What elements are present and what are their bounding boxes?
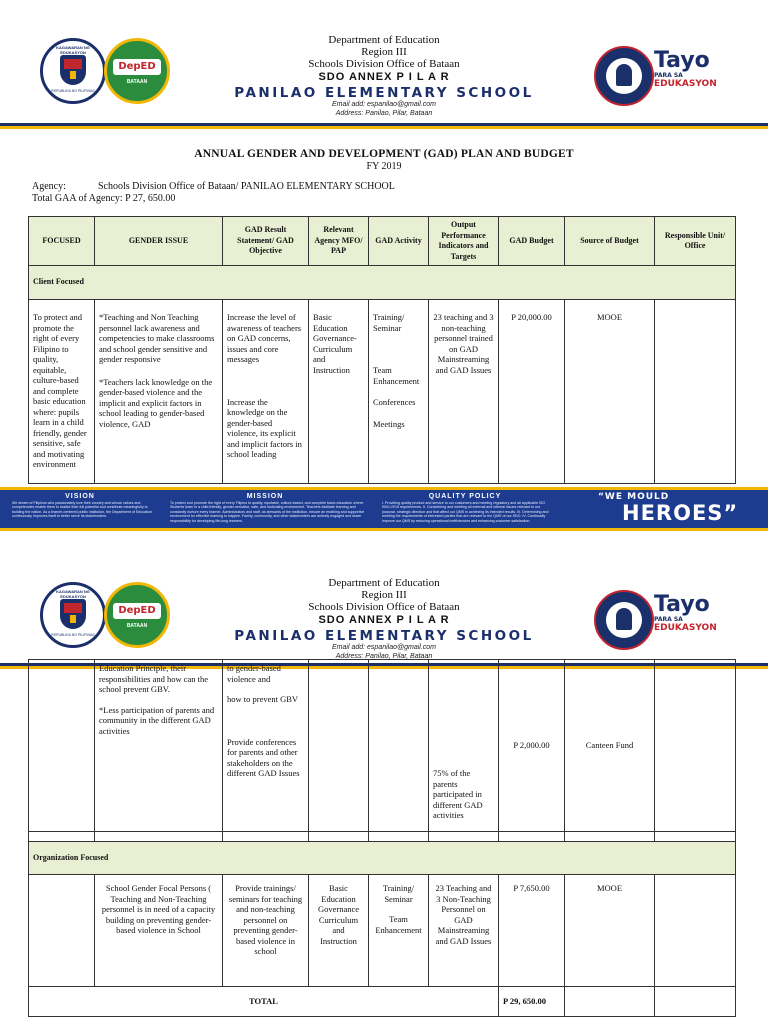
responsible-cell [655, 660, 736, 832]
total-label: TOTAL [29, 987, 499, 1017]
issue-text-1: *Teaching and Non Teaching personnel lack awareness and competencies to make classrooms and school gender sensitive and gender responsive [99, 312, 215, 364]
activity-cell [369, 300, 429, 484]
fiscal-year: FY 2019 [366, 161, 402, 172]
email-line: Email add: espanilao@gmail.com [332, 101, 436, 108]
focused-cell [29, 660, 95, 832]
activity-2: Team Enhancement [373, 365, 420, 386]
school-seal-logo [594, 590, 654, 650]
result-text-3: Provide conferences for parents and other stakeholders on the different GAD Issues [227, 736, 300, 778]
tayo-sub2: EDUKASYON [654, 79, 717, 89]
budget-cell: P 7,650.00 [499, 875, 565, 987]
activity-4: Meetings [373, 418, 405, 429]
seal-subtext: REPUBLIKA NG PILIPINAS [51, 633, 95, 637]
tayo-sub1: PARA SA [654, 616, 683, 623]
responsible-cell [655, 300, 736, 484]
region-line: Region III [361, 46, 407, 58]
result-text-2: Increase the knowledge on the gender-based violence, its explicit and implicit factors in school leading [227, 396, 302, 459]
tayo-word: Tayo [654, 48, 710, 73]
seal-text: KAGAWARAN NG EDUKASYON [56, 589, 90, 599]
gad-plan-table-1 [28, 216, 736, 484]
col-focused: FOCUSED [29, 217, 95, 266]
activity-cell [369, 875, 429, 987]
gad-result-cell [223, 300, 309, 484]
result-text-1: Increase the level of awareness of teachers on GAD concerns, issues and core messages [227, 312, 302, 364]
organization-focused-band [29, 842, 736, 875]
gender-issue-cell [95, 300, 223, 484]
budget-cell: P 20,000.00 [499, 300, 565, 484]
we-mould-text: “WE MOULD [598, 492, 670, 502]
table-continuation-clip [0, 663, 768, 1024]
school-seal-logo [594, 46, 654, 106]
client-focused-band [29, 266, 736, 300]
mfo-cell: Basic Education Governance Curriculum and Instruction [309, 875, 369, 987]
col-output: Output Performance Indicators and Targets [429, 217, 499, 266]
mission-heading: MISSION [246, 493, 284, 500]
mfo-cell [309, 660, 369, 832]
budget-cell: P 2,000.00 [499, 660, 565, 832]
heroes-label: HEROES [622, 501, 724, 525]
total-gaa: Total GAA of Agency: P 27, 650.00 [32, 193, 176, 204]
total-value: P 29, 650.00 [499, 987, 565, 1017]
activity-3: Conferences [373, 397, 416, 407]
gad-result-cell [223, 660, 309, 832]
sdo-line: SDO ANNEX P I L A R [318, 614, 450, 626]
deped-wordmark: DepED [113, 603, 161, 619]
bataan-label: BATAAN [126, 623, 148, 629]
gad-result-cell: Provide trainings/ seminars for teaching and non-teaching personnel on preventing gender-based violence in school [223, 875, 309, 987]
spacer-row [29, 832, 736, 842]
total-responsible-cell [655, 987, 736, 1017]
region-line: Region III [361, 589, 407, 601]
activity-cell [369, 660, 429, 832]
deped-seal-logo [40, 38, 106, 104]
address-line: Address: Panilao, Pilar, Bataan [335, 110, 433, 117]
table-header-row [29, 217, 736, 266]
source-cell: Canteen Fund [565, 660, 655, 832]
deped-bataan-logo [104, 582, 170, 648]
quality-policy-heading: QUALITY POLICY [428, 493, 502, 500]
heroes-text: HEROES” [622, 501, 739, 525]
tayo-sub2: EDUKASYON [654, 623, 717, 633]
issue-text-1: Education Principle, their responsibilities and how can the school prevent GBV. [99, 663, 209, 694]
col-responsible: Responsible Unit/ Office [655, 217, 736, 266]
we-mould-label: WE MOULD [604, 492, 670, 502]
table-row [29, 875, 736, 987]
vision-heading: VISION [65, 493, 95, 500]
deped-wordmark: DepED [113, 59, 161, 75]
total-row [29, 987, 736, 1017]
col-gender-issue: GENDER ISSUE [95, 217, 223, 266]
col-source: Source of Budget [565, 217, 655, 266]
source-cell: MOOE [565, 300, 655, 484]
tayo-logo [654, 48, 717, 89]
agency-value: Schools Division Office of Bataan/ PANILAO ELEMENTARY SCHOOL [98, 181, 395, 192]
tayo-logo [654, 592, 717, 633]
focused-cell [29, 875, 95, 987]
school-name: PANILAO ELEMENTARY SCHOOL [234, 85, 534, 101]
activity-2: Team Enhancement [375, 914, 422, 935]
agency-label: Agency: [32, 181, 66, 192]
mission-text: To protect and promote the right of every Filipino to quality, equitable, culture-based, and complete basic education where: Students learn in a child-friendly, gender-sensitive, safe, and motivating environment. Teachers facilitate learning and constantly nurture every learner. Administrators and staff, as stewards of the institution, ensure an enabling and supportive environment for effective learning to happen. Family, community, and other stakeholders are actively engaged and share responsibility for developing life-long learners. [170, 501, 365, 523]
tayo-word: Tayo [654, 592, 710, 617]
dept-line: Department of Education [328, 577, 440, 589]
issue-text-2: *Less participation of parents and community in the different GAD activities [99, 704, 215, 736]
email-line: Email add: espanilao@gmail.com [332, 644, 436, 651]
activity-1: Training/ Seminar [373, 312, 405, 333]
table-row [29, 660, 736, 832]
col-gad-result: GAD Result Statement/ GAD Objective [223, 217, 309, 266]
division-line: Schools Division Office of Bataan [308, 601, 460, 613]
output-cell: 23 Teaching and 3 Non-Teaching Personnel on GAD Mainstreaming and GAD Issues [429, 875, 499, 987]
organization-focused-label: Organization Focused [29, 842, 736, 875]
output-cell: 23 teaching and 3 non-teaching personnel trained on GAD Mainstreaming and GAD Issues [429, 300, 499, 484]
client-focused-label: Client Focused [29, 266, 736, 300]
issue-text-2: *Teachers lack knowledge on the gender-based violence and the implicit and explicit factors in school leading to gender-based violence, GAD [99, 376, 213, 429]
table-row [29, 300, 736, 484]
responsible-cell [655, 875, 736, 987]
mfo-cell: Basic Education Governance- Curriculum and Instruction [309, 300, 369, 484]
document-title: ANNUAL GENDER AND DEVELOPMENT (GAD) PLAN AND BUDGET [194, 148, 574, 160]
vision-text: We dream of Filipinos who passionately love their country and whose values and competencies enable them to realize their full potential and contribute meaningfully to building the nation. As a learner-centered public institution, the Department of Education continuously improves itself to better serve its stakeholders. [12, 501, 152, 519]
col-activity: GAD Activity [369, 217, 429, 266]
source-cell: MOOE [565, 875, 655, 987]
deped-bataan-logo [104, 38, 170, 104]
output-cell: 75% of the parents participated in different GAD activities [429, 660, 499, 832]
sdo-line: SDO ANNEX P I L A R [318, 71, 450, 83]
school-name: PANILAO ELEMENTARY SCHOOL [234, 628, 534, 644]
gad-plan-table-2 [28, 659, 736, 1017]
header-rule-gold [0, 126, 768, 129]
focused-cell: To protect and promote the right of every Filipino to quality, equitable, culture-based and complete basic education where: pupils learn in a child friendly, gender sensitive, safe and motivating environment [29, 300, 95, 484]
seal-subtext: REPUBLIKA NG PILIPINAS [51, 89, 95, 93]
tayo-sub1: PARA SA [654, 72, 683, 79]
col-mfo: Relevant Agency MFO/ PAP [309, 217, 369, 266]
total-source-cell [565, 987, 655, 1017]
col-budget: GAD Budget [499, 217, 565, 266]
gender-issue-cell [95, 660, 223, 832]
gender-issue-cell: School Gender Focal Persons ( Teaching and Non-Teaching personnel is in need of a capacity building on preventing gender-based violence in School [95, 875, 223, 987]
seal-text: KAGAWARAN NG EDUKASYON [56, 45, 90, 55]
division-line: Schools Division Office of Bataan [308, 58, 460, 70]
result-text-1: to gender-based violence and [227, 663, 281, 684]
quality-policy-text: I. Providing quality product and service to our customers and meeting regulatory and all applicable ISO 9001:2015 requirements. II. Considering and meeting all external and internal issues relevant to our purpose, strategic direction and that affect our QMS in achieving its intended results. III. Determining and meeting the requirements of interested parties that are relevant to the QMS of our SDO. IV. Continually improve our QMS by reducing operational inefficiencies and enhancing customer satisfaction. [382, 501, 549, 523]
address-line: Address: Panilao, Pilar, Bataan [335, 653, 433, 660]
deped-seal-logo [40, 582, 106, 648]
result-text-2: how to prevent GBV [227, 694, 299, 704]
dept-line: Department of Education [328, 34, 440, 46]
activity-1: Training/ Seminar [382, 883, 415, 904]
bataan-label: BATAAN [126, 79, 148, 85]
vision-mission-banner [0, 487, 768, 531]
